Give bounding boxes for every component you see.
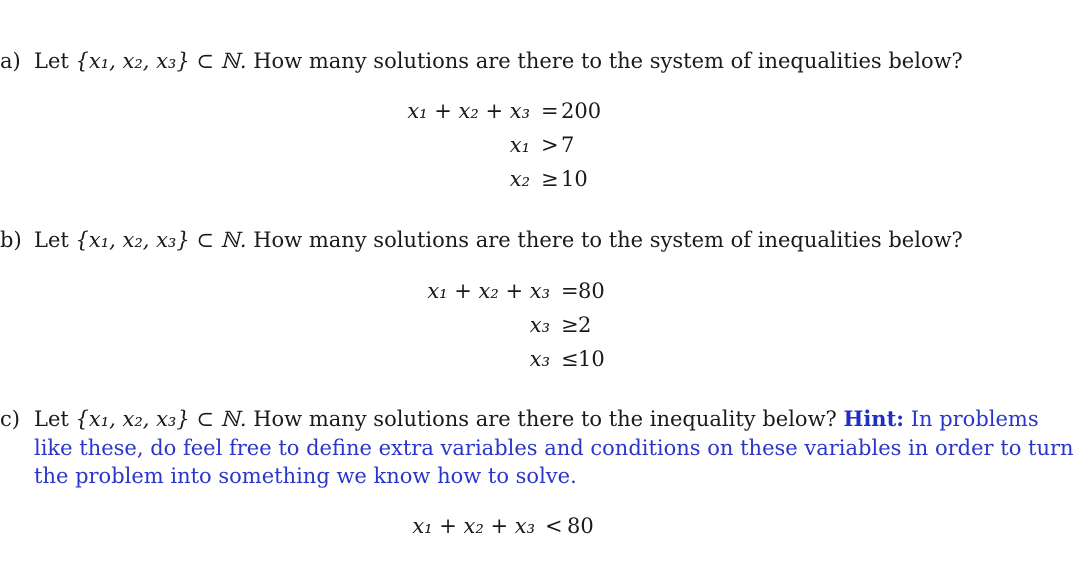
problem-b-label: b) [0, 228, 22, 252]
problem-b-lead: Let [34, 228, 76, 252]
problem-c-label: c) [0, 407, 20, 431]
hint-label: Hint: [843, 406, 905, 431]
hint-text-line-1: In problems [904, 407, 1039, 431]
equation-operator: = [541, 99, 559, 123]
equation-rhs: 80 [567, 514, 594, 538]
hint-text-line-2: like these, do feel free to define extra variables and conditions on these variables in order to turn [34, 435, 1074, 460]
equation-lhs: x₁ + x₂ + x₃ [427, 279, 550, 303]
equation-lhs: x₃ [529, 347, 550, 371]
problem-b-set: {x₁, x₂, x₃} ⊂ ℕ. [75, 228, 247, 252]
problem-b-question: How many solutions are there to the system of inequalities below? [246, 228, 963, 252]
equation-operator: ≤ [561, 347, 579, 371]
problem-c-question: How many solutions are there to the inequality below? [246, 407, 844, 431]
problem-c-lead: Let [34, 407, 76, 431]
equation-rhs: 80 [578, 279, 605, 303]
problem-a-statement [0, 47, 963, 75]
equation-lhs: x₁ [509, 133, 530, 157]
equation-lhs: x₂ [509, 167, 530, 191]
problem-c-line-1 [0, 405, 1039, 434]
equation-rhs: 10 [578, 347, 605, 371]
equation-operator: ≥ [541, 167, 559, 191]
equation-rhs: 200 [561, 99, 602, 123]
problem-b-statement [0, 226, 963, 254]
equation-rhs: 10 [561, 167, 588, 191]
equation-rhs: 7 [561, 133, 575, 157]
equation-operator: < [545, 514, 563, 538]
problem-a-label: a) [0, 49, 21, 73]
equation-operator: ≥ [561, 313, 579, 337]
problem-c-statement [0, 405, 1074, 491]
equation-lhs: x₃ [529, 313, 550, 337]
equation-operator: = [561, 279, 579, 303]
equation-lhs: x₁ + x₂ + x₃ [412, 514, 535, 538]
problem-a-lead: Let [34, 49, 76, 73]
equation-operator: > [541, 133, 559, 157]
problem-a-set: {x₁, x₂, x₃} ⊂ ℕ. [75, 49, 247, 73]
equation-lhs: x₁ + x₂ + x₃ [407, 99, 530, 123]
equation-rhs: 2 [578, 313, 592, 337]
problem-a-question: How many solutions are there to the system of inequalities below? [246, 49, 963, 73]
hint-text-line-3: the problem into something we know how to solve. [34, 464, 577, 488]
problem-c-set: {x₁, x₂, x₃} ⊂ ℕ. [75, 407, 247, 431]
